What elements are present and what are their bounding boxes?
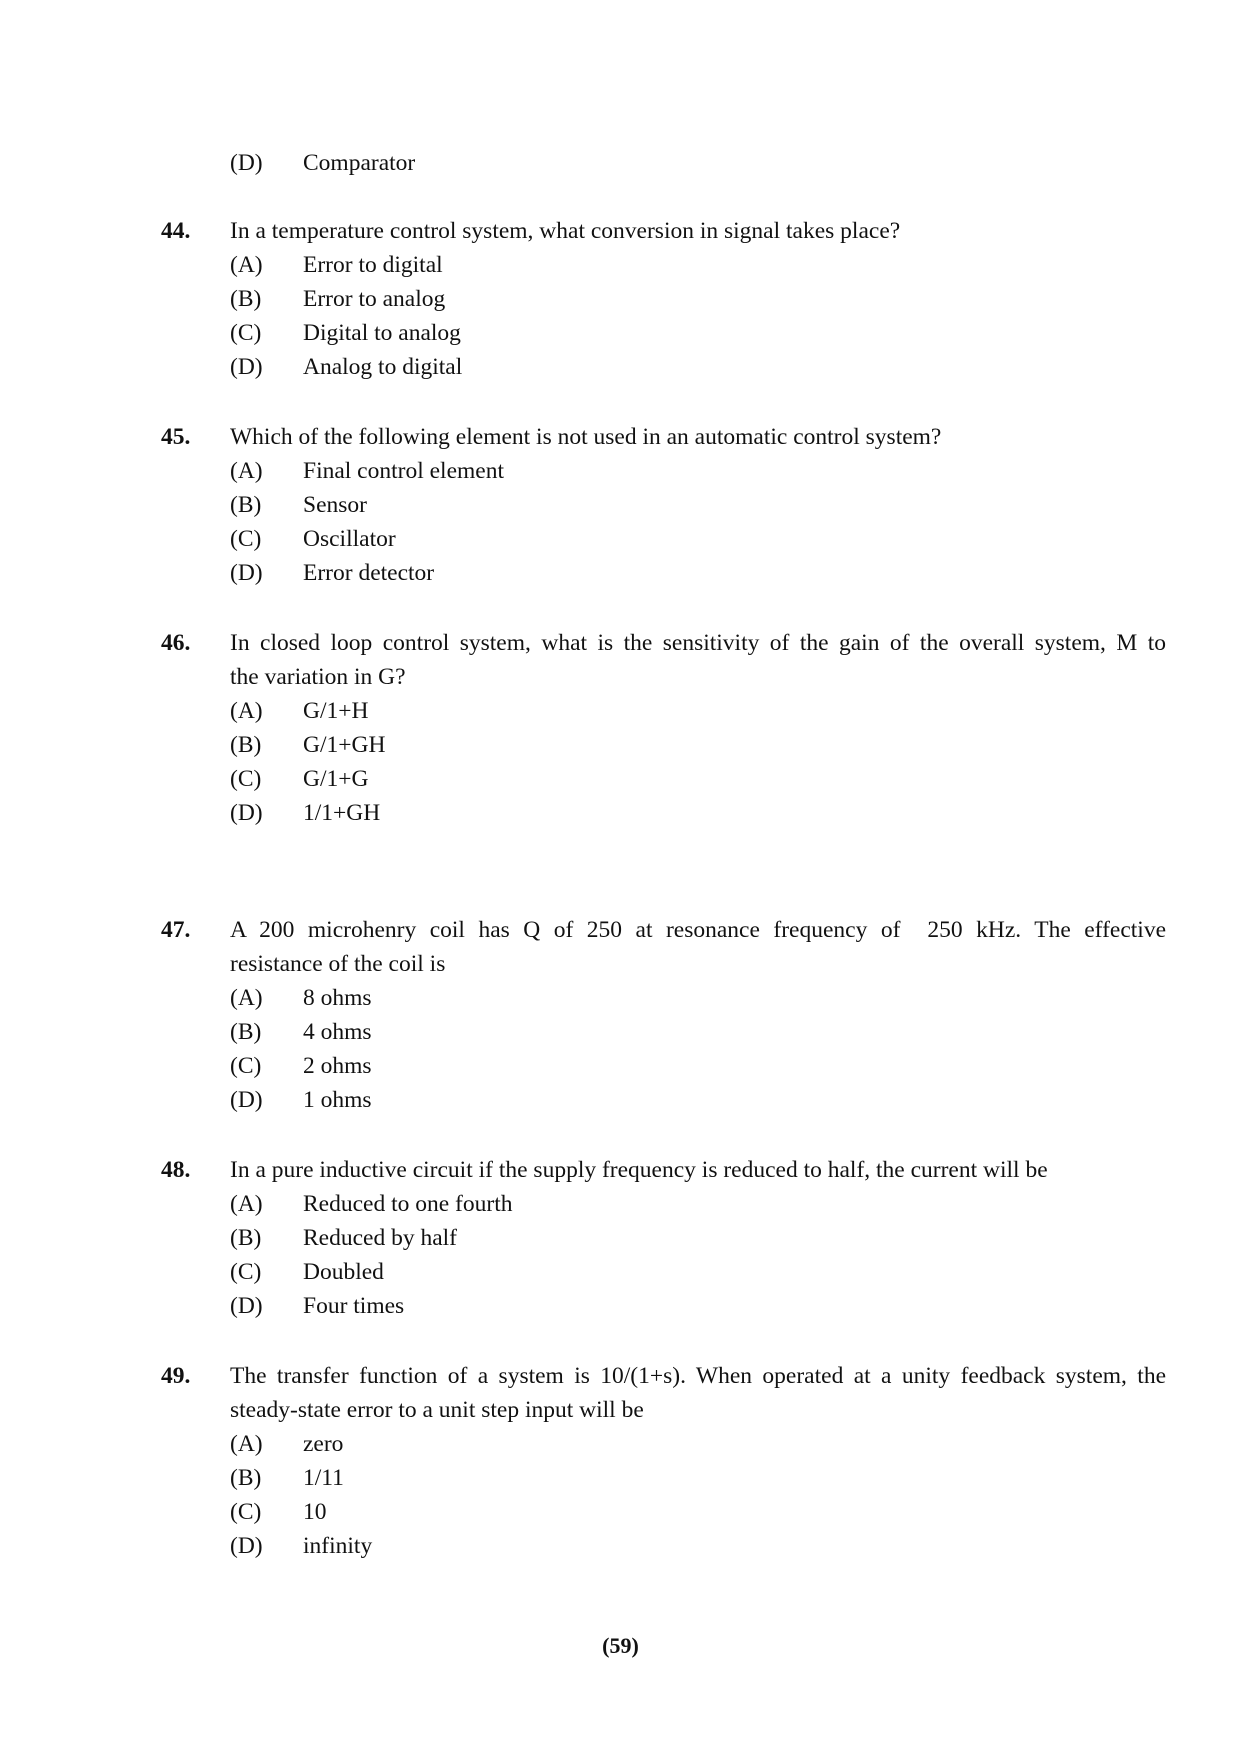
option-letter: (C) xyxy=(230,526,262,552)
question-text: The transfer function of a system is 10/(1+s). When operated at a unity feedback system, the xyxy=(230,1363,1166,1389)
option-text: Reduced to one fourth xyxy=(303,1191,513,1217)
option-letter: (C) xyxy=(230,1499,262,1525)
option-letter: (A) xyxy=(230,1431,263,1457)
option-text: infinity xyxy=(303,1533,373,1559)
question-number: 49. xyxy=(161,1363,191,1389)
option-letter: (C) xyxy=(230,1259,262,1285)
option-letter: (B) xyxy=(230,1465,262,1491)
question-number: 46. xyxy=(161,630,191,656)
page-number: (59) xyxy=(602,1633,639,1658)
option-text: Sensor xyxy=(303,492,367,518)
option-text: Error detector xyxy=(303,560,435,586)
question-text: In a pure inductive circuit if the supply frequency is reduced to half, the current will be xyxy=(230,1157,1048,1183)
option-letter: (A) xyxy=(230,985,263,1011)
option-text: Oscillator xyxy=(303,526,396,552)
option-letter: (D) xyxy=(230,150,263,176)
option-letter: (D) xyxy=(230,800,263,826)
option-text: Error to analog xyxy=(303,286,446,312)
option-letter: (C) xyxy=(230,1053,262,1079)
option-letter: (D) xyxy=(230,354,263,380)
option-text: Final control element xyxy=(303,458,505,484)
question-text-continued: resistance of the coil is xyxy=(230,951,446,977)
option-text: 2 ohms xyxy=(303,1053,372,1079)
option-text: Digital to analog xyxy=(303,320,461,346)
option-text: Analog to digital xyxy=(303,354,463,380)
option-text: G/1+GH xyxy=(303,732,386,758)
option-letter: (D) xyxy=(230,1533,263,1559)
question-number: 45. xyxy=(161,424,191,450)
option-letter: (C) xyxy=(230,766,262,792)
option-letter: (C) xyxy=(230,320,262,346)
option-letter: (D) xyxy=(230,1293,263,1319)
question-number: 47. xyxy=(161,917,191,943)
option-text: 1/11 xyxy=(303,1465,344,1491)
question-number: 48. xyxy=(161,1157,191,1183)
question-number: 44. xyxy=(161,218,191,244)
option-text: G/1+H xyxy=(303,698,369,724)
question-text: In a temperature control system, what conversion in signal takes place? xyxy=(230,218,901,244)
question-text: A 200 microhenry coil has Q of 250 at resonance frequency of 250 kHz. The effective xyxy=(230,917,1166,943)
option-text: 10 xyxy=(303,1499,327,1525)
option-text: Reduced by half xyxy=(303,1225,458,1251)
option-text: Error to digital xyxy=(303,252,443,278)
option-text: Four times xyxy=(303,1293,405,1319)
option-text: 1 ohms xyxy=(303,1087,372,1113)
question-text-continued: steady-state error to a unit step input will be xyxy=(230,1397,644,1423)
option-text: Comparator xyxy=(303,150,416,176)
option-letter: (B) xyxy=(230,492,262,518)
option-letter: (A) xyxy=(230,698,263,724)
question-text: Which of the following element is not used in an automatic control system? xyxy=(230,424,942,450)
option-letter: (A) xyxy=(230,458,263,484)
option-letter: (D) xyxy=(230,1087,263,1113)
option-letter: (A) xyxy=(230,1191,263,1217)
option-text: 4 ohms xyxy=(303,1019,372,1045)
option-text: 1/1+GH xyxy=(303,800,381,826)
option-letter: (B) xyxy=(230,286,262,312)
option-text: G/1+G xyxy=(303,766,369,792)
option-letter: (B) xyxy=(230,1019,262,1045)
option-text: zero xyxy=(303,1431,344,1457)
option-letter: (A) xyxy=(230,252,263,278)
option-letter: (D) xyxy=(230,560,263,586)
option-letter: (B) xyxy=(230,1225,262,1251)
option-text: 8 ohms xyxy=(303,985,372,1011)
option-letter: (B) xyxy=(230,732,262,758)
question-text-continued: the variation in G? xyxy=(230,664,406,690)
question-text: In closed loop control system, what is the sensitivity of the gain of the overall system, M to xyxy=(230,630,1166,656)
option-text: Doubled xyxy=(303,1259,384,1285)
